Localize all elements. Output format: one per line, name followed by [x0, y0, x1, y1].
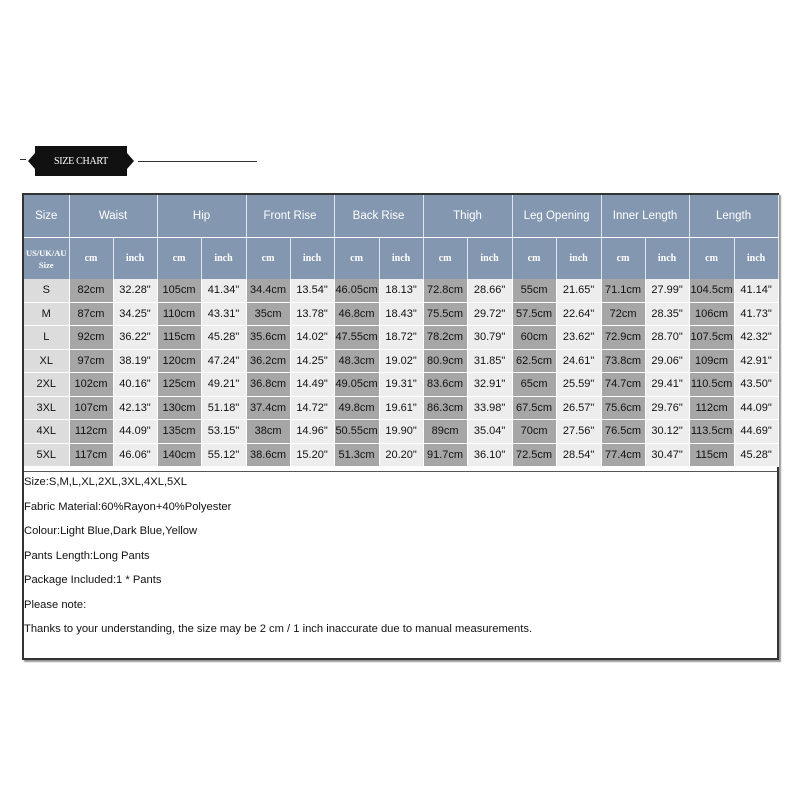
cm-value-cell: 60cm: [512, 326, 556, 350]
cm-value-cell: 70cm: [512, 420, 556, 444]
cm-value-cell: 75.5cm: [423, 302, 467, 326]
inch-value-cell: 14.96": [290, 420, 334, 444]
size-region-label: US/UK/AU Size: [24, 238, 69, 280]
table-row: [24, 373, 778, 397]
size-table: [24, 195, 779, 467]
inch-value-cell: 28.35": [645, 302, 689, 326]
inch-value-cell: 28.70": [645, 326, 689, 350]
inch-value-cell: 30.47": [645, 443, 689, 467]
inch-value-cell: 45.28": [201, 326, 246, 350]
cm-value-cell: 36.8cm: [246, 373, 290, 397]
inch-value-cell: 36.22": [113, 326, 157, 350]
inch-value-cell: 14.25": [290, 349, 334, 373]
unit-cm-label: cm: [157, 238, 201, 280]
col-back-rise: Back Rise: [334, 195, 423, 238]
unit-inch-label: inch: [201, 238, 246, 280]
cm-value-cell: 110.5cm: [689, 373, 734, 397]
cm-value-cell: 47.55cm: [334, 326, 379, 350]
unit-cm-label: cm: [601, 238, 645, 280]
inch-value-cell: 41.73": [734, 302, 778, 326]
inch-value-cell: 46.06": [113, 443, 157, 467]
inch-value-cell: 49.21": [201, 373, 246, 397]
cm-value-cell: 49.8cm: [334, 396, 379, 420]
cm-value-cell: 76.5cm: [601, 420, 645, 444]
inch-value-cell: 30.79": [467, 326, 512, 350]
inch-value-cell: 32.28": [113, 279, 157, 302]
cm-value-cell: 67.5cm: [512, 396, 556, 420]
note-line: Please note:: [24, 598, 87, 611]
cm-value-cell: 106cm: [689, 302, 734, 326]
inch-value-cell: 44.09": [734, 396, 778, 420]
header-dash: [20, 159, 26, 160]
cm-value-cell: 35.6cm: [246, 326, 290, 350]
col-thigh: Thigh: [423, 195, 512, 238]
inch-value-cell: 45.28": [734, 443, 778, 467]
inch-value-cell: 22.64": [556, 302, 601, 326]
cm-value-cell: 104.5cm: [689, 279, 734, 302]
cm-value-cell: 50.55cm: [334, 420, 379, 444]
note-line: Pants Length:Long Pants: [24, 549, 150, 562]
inch-value-cell: 13.54": [290, 279, 334, 302]
unit-inch-label: inch: [645, 238, 689, 280]
inch-value-cell: 34.25": [113, 302, 157, 326]
inch-value-cell: 24.61": [556, 349, 601, 373]
inch-value-cell: 13.78": [290, 302, 334, 326]
unit-cm-label: cm: [689, 238, 734, 280]
inch-value-cell: 27.56": [556, 420, 601, 444]
cm-value-cell: 74.7cm: [601, 373, 645, 397]
product-notes: [24, 474, 764, 646]
note-line: Colour:Light Blue,Dark Blue,Yellow: [24, 525, 198, 537]
size-cell: L: [24, 326, 69, 350]
cm-value-cell: 57.5cm: [512, 302, 556, 326]
inch-value-cell: 29.76": [645, 396, 689, 420]
cm-value-cell: 34.4cm: [246, 279, 290, 302]
inch-value-cell: 35.04": [467, 420, 512, 444]
inch-value-cell: 15.20": [290, 443, 334, 467]
cm-value-cell: 91.7cm: [423, 443, 467, 467]
unit-cm-label: cm: [423, 238, 467, 280]
unit-inch-label: inch: [734, 238, 778, 280]
header-rule: [138, 161, 257, 162]
inch-value-cell: 25.59": [556, 373, 601, 397]
size-cell: 3XL: [24, 396, 69, 420]
inch-value-cell: 14.72": [290, 396, 334, 420]
size-table-body: [24, 279, 778, 467]
table-row: [24, 420, 778, 444]
cm-value-cell: 37.4cm: [246, 396, 290, 420]
inch-value-cell: 36.10": [467, 443, 512, 467]
unit-inch-label: inch: [467, 238, 512, 280]
cm-value-cell: 120cm: [157, 349, 201, 373]
col-waist: Waist: [69, 195, 157, 238]
unit-cm-label: cm: [246, 238, 290, 280]
cm-value-cell: 102cm: [69, 373, 113, 397]
cm-value-cell: 110cm: [157, 302, 201, 326]
cm-value-cell: 82cm: [69, 279, 113, 302]
unit-cm-label: cm: [334, 238, 379, 280]
cm-value-cell: 125cm: [157, 373, 201, 397]
cm-value-cell: 86.3cm: [423, 396, 467, 420]
inch-value-cell: 42.13": [113, 396, 157, 420]
inch-value-cell: 32.91": [467, 373, 512, 397]
inch-value-cell: 42.91": [734, 349, 778, 373]
cm-value-cell: 77.4cm: [601, 443, 645, 467]
unit-row: [24, 238, 778, 280]
unit-inch-label: inch: [290, 238, 334, 280]
cm-value-cell: 112cm: [689, 396, 734, 420]
table-row: [24, 443, 778, 467]
inch-value-cell: 44.09": [113, 420, 157, 444]
inch-value-cell: 29.06": [645, 349, 689, 373]
cm-value-cell: 117cm: [69, 443, 113, 467]
table-row: [24, 396, 778, 420]
cm-value-cell: 80.9cm: [423, 349, 467, 373]
size-cell: S: [24, 279, 69, 302]
size-cell: XL: [24, 349, 69, 373]
inch-value-cell: 29.41": [645, 373, 689, 397]
size-cell: 5XL: [24, 443, 69, 467]
cm-value-cell: 107.5cm: [689, 326, 734, 350]
inch-value-cell: 27.99": [645, 279, 689, 302]
cm-value-cell: 112cm: [69, 420, 113, 444]
inch-value-cell: 53.15": [201, 420, 246, 444]
inch-value-cell: 29.72": [467, 302, 512, 326]
cm-value-cell: 46.8cm: [334, 302, 379, 326]
note-line: Thanks to your understanding, the size may be 2 cm / 1 inch inaccurate due to manual measurements.: [24, 623, 533, 635]
note-line: Fabric Material:60%Rayon+40%Polyester: [24, 500, 232, 513]
inch-value-cell: 18.13": [379, 279, 423, 302]
cm-value-cell: 38cm: [246, 420, 290, 444]
inch-value-cell: 18.43": [379, 302, 423, 326]
cm-value-cell: 97cm: [69, 349, 113, 373]
inch-value-cell: 43.50": [734, 373, 778, 397]
cm-value-cell: 51.3cm: [334, 443, 379, 467]
inch-value-cell: 18.72": [379, 326, 423, 350]
col-length: Length: [689, 195, 778, 238]
table-row: [24, 302, 778, 326]
inch-value-cell: 55.12": [201, 443, 246, 467]
cm-value-cell: 105cm: [157, 279, 201, 302]
cm-value-cell: 140cm: [157, 443, 201, 467]
inch-value-cell: 30.12": [645, 420, 689, 444]
unit-inch-label: inch: [113, 238, 157, 280]
cm-value-cell: 73.8cm: [601, 349, 645, 373]
col-size: Size: [24, 195, 69, 238]
cm-value-cell: 62.5cm: [512, 349, 556, 373]
table-row: [24, 279, 778, 302]
unit-inch-label: inch: [379, 238, 423, 280]
inch-value-cell: 21.65": [556, 279, 601, 302]
size-cell: M: [24, 302, 69, 326]
cm-value-cell: 48.3cm: [334, 349, 379, 373]
size-cell: 4XL: [24, 420, 69, 444]
size-cell: 2XL: [24, 373, 69, 397]
inch-value-cell: 43.31": [201, 302, 246, 326]
cm-value-cell: 83.6cm: [423, 373, 467, 397]
cm-value-cell: 130cm: [157, 396, 201, 420]
header-row: [24, 195, 778, 238]
inch-value-cell: 40.16": [113, 373, 157, 397]
unit-cm-label: cm: [69, 238, 113, 280]
notes-separator: [24, 471, 777, 472]
inch-value-cell: 33.98": [467, 396, 512, 420]
col-hip: Hip: [157, 195, 246, 238]
inch-value-cell: 26.57": [556, 396, 601, 420]
cm-value-cell: 35cm: [246, 302, 290, 326]
size-chart-header: [20, 146, 250, 176]
cm-value-cell: 49.05cm: [334, 373, 379, 397]
cm-value-cell: 113.5cm: [689, 420, 734, 444]
cm-value-cell: 38.6cm: [246, 443, 290, 467]
inch-value-cell: 31.85": [467, 349, 512, 373]
inch-value-cell: 19.90": [379, 420, 423, 444]
cm-value-cell: 109cm: [689, 349, 734, 373]
inch-value-cell: 14.49": [290, 373, 334, 397]
inch-value-cell: 51.18": [201, 396, 246, 420]
cm-value-cell: 89cm: [423, 420, 467, 444]
size-chart-badge: SIZE CHART: [35, 146, 127, 176]
cm-value-cell: 92cm: [69, 326, 113, 350]
inch-value-cell: 19.61": [379, 396, 423, 420]
cm-value-cell: 46.05cm: [334, 279, 379, 302]
inch-value-cell: 41.14": [734, 279, 778, 302]
unit-cm-label: cm: [512, 238, 556, 280]
cm-value-cell: 115cm: [157, 326, 201, 350]
cm-value-cell: 55cm: [512, 279, 556, 302]
inch-value-cell: 19.31": [379, 373, 423, 397]
cm-value-cell: 135cm: [157, 420, 201, 444]
cm-value-cell: 75.6cm: [601, 396, 645, 420]
table-row: [24, 349, 778, 373]
cm-value-cell: 72.9cm: [601, 326, 645, 350]
cm-value-cell: 107cm: [69, 396, 113, 420]
inch-value-cell: 47.24": [201, 349, 246, 373]
col-inner-length: Inner Length: [601, 195, 689, 238]
cm-value-cell: 71.1cm: [601, 279, 645, 302]
cm-value-cell: 72.5cm: [512, 443, 556, 467]
col-leg-opening: Leg Opening: [512, 195, 601, 238]
inch-value-cell: 28.54": [556, 443, 601, 467]
col-front-rise: Front Rise: [246, 195, 334, 238]
cm-value-cell: 78.2cm: [423, 326, 467, 350]
inch-value-cell: 14.02": [290, 326, 334, 350]
cm-value-cell: 72cm: [601, 302, 645, 326]
inch-value-cell: 44.69": [734, 420, 778, 444]
inch-value-cell: 41.34": [201, 279, 246, 302]
cm-value-cell: 36.2cm: [246, 349, 290, 373]
inch-value-cell: 28.66": [467, 279, 512, 302]
note-line: Size:S,M,L,XL,2XL,3XL,4XL,5XL: [24, 476, 187, 488]
inch-value-cell: 20.20": [379, 443, 423, 467]
cm-value-cell: 65cm: [512, 373, 556, 397]
inch-value-cell: 23.62": [556, 326, 601, 350]
table-row: [24, 326, 778, 350]
inch-value-cell: 42.32": [734, 326, 778, 350]
unit-inch-label: inch: [556, 238, 601, 280]
inch-value-cell: 38.19": [113, 349, 157, 373]
inch-value-cell: 19.02": [379, 349, 423, 373]
cm-value-cell: 115cm: [689, 443, 734, 467]
note-line: Package Included:1 * Pants: [24, 574, 162, 586]
cm-value-cell: 72.8cm: [423, 279, 467, 302]
cm-value-cell: 87cm: [69, 302, 113, 326]
